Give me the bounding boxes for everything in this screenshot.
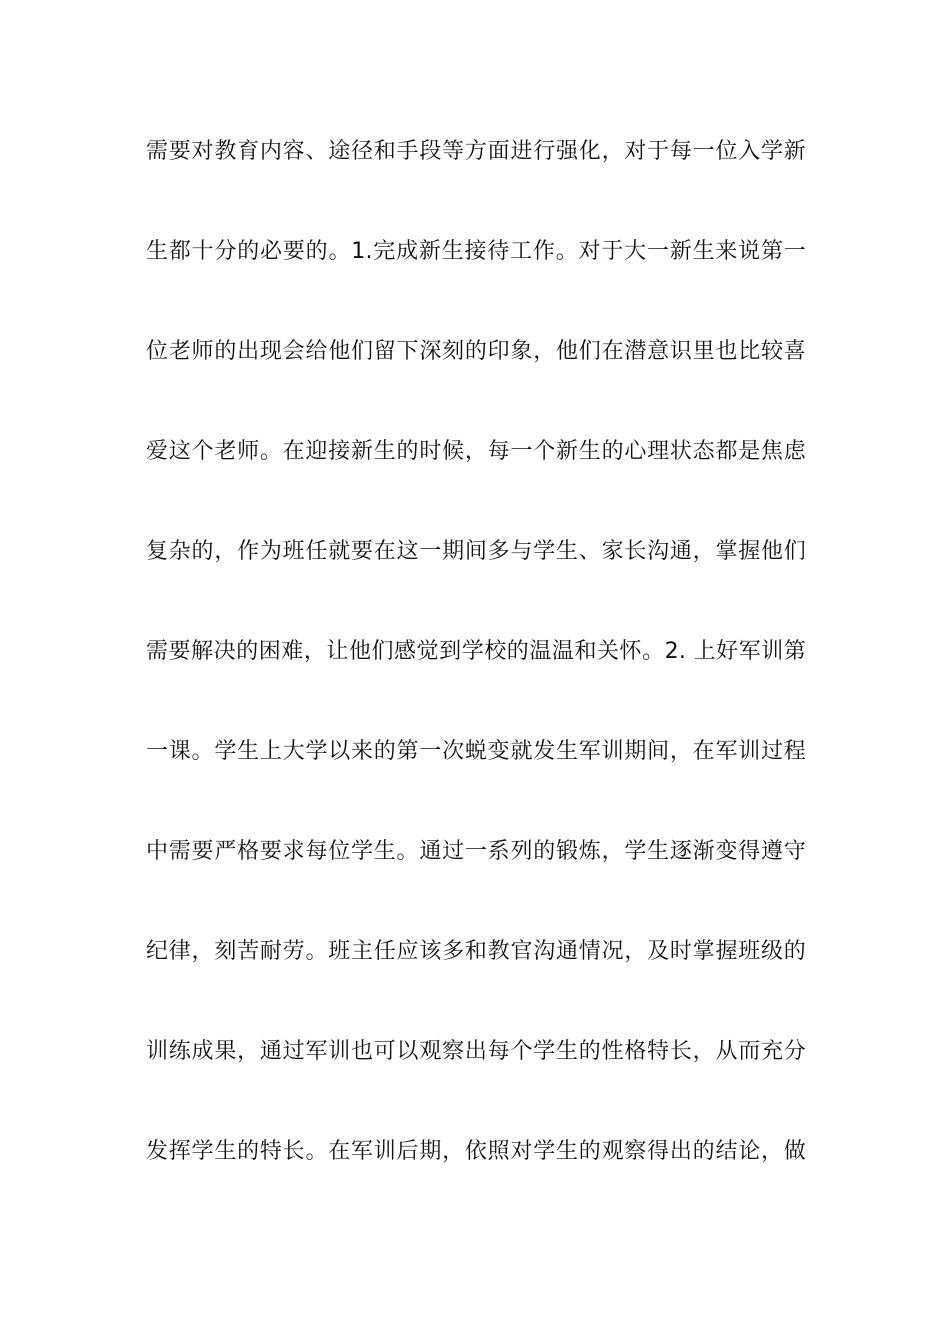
text-line-5: 复杂的，作为班任就要在这一期间多与学生、家长沟通，掌握他们 bbox=[146, 539, 806, 564]
text-line-8: 中需要严格要求每位学生。通过一系列的锻炼，学生逐渐变得遵守 bbox=[146, 839, 806, 864]
text-line-10: 训练成果，通过军训也可以观察出每个学生的性格特长，从而充分 bbox=[146, 1039, 806, 1064]
text-line-6: 需要解决的困难，让他们感觉到学校的温温和关怀。2. 上好军训第 bbox=[146, 639, 806, 664]
text-line-3: 位老师的出现会给他们留下深刻的印象，他们在潜意识里也比较喜 bbox=[146, 339, 806, 364]
text-line-1: 需要对教育内容、途径和手段等方面进行强化，对于每一位入学新 bbox=[146, 139, 806, 164]
text-line-11: 发挥学生的特长。在军训后期，依照对学生的观察得出的结论，做 bbox=[146, 1139, 806, 1164]
text-line-2: 生都十分的必要的。1.完成新生接待工作。对于大一新生来说第一 bbox=[146, 239, 806, 264]
text-line-9: 纪律，刻苦耐劳。班主任应该多和教官沟通情况，及时掌握班级的 bbox=[146, 939, 806, 964]
body-text bbox=[146, 132, 806, 1232]
text-line-4: 爱这个老师。在迎接新生的时候，每一个新生的心理状态都是焦虑 bbox=[146, 439, 806, 464]
text-line-7: 一课。学生上大学以来的第一次蜕变就发生军训期间，在军训过程 bbox=[146, 739, 806, 764]
